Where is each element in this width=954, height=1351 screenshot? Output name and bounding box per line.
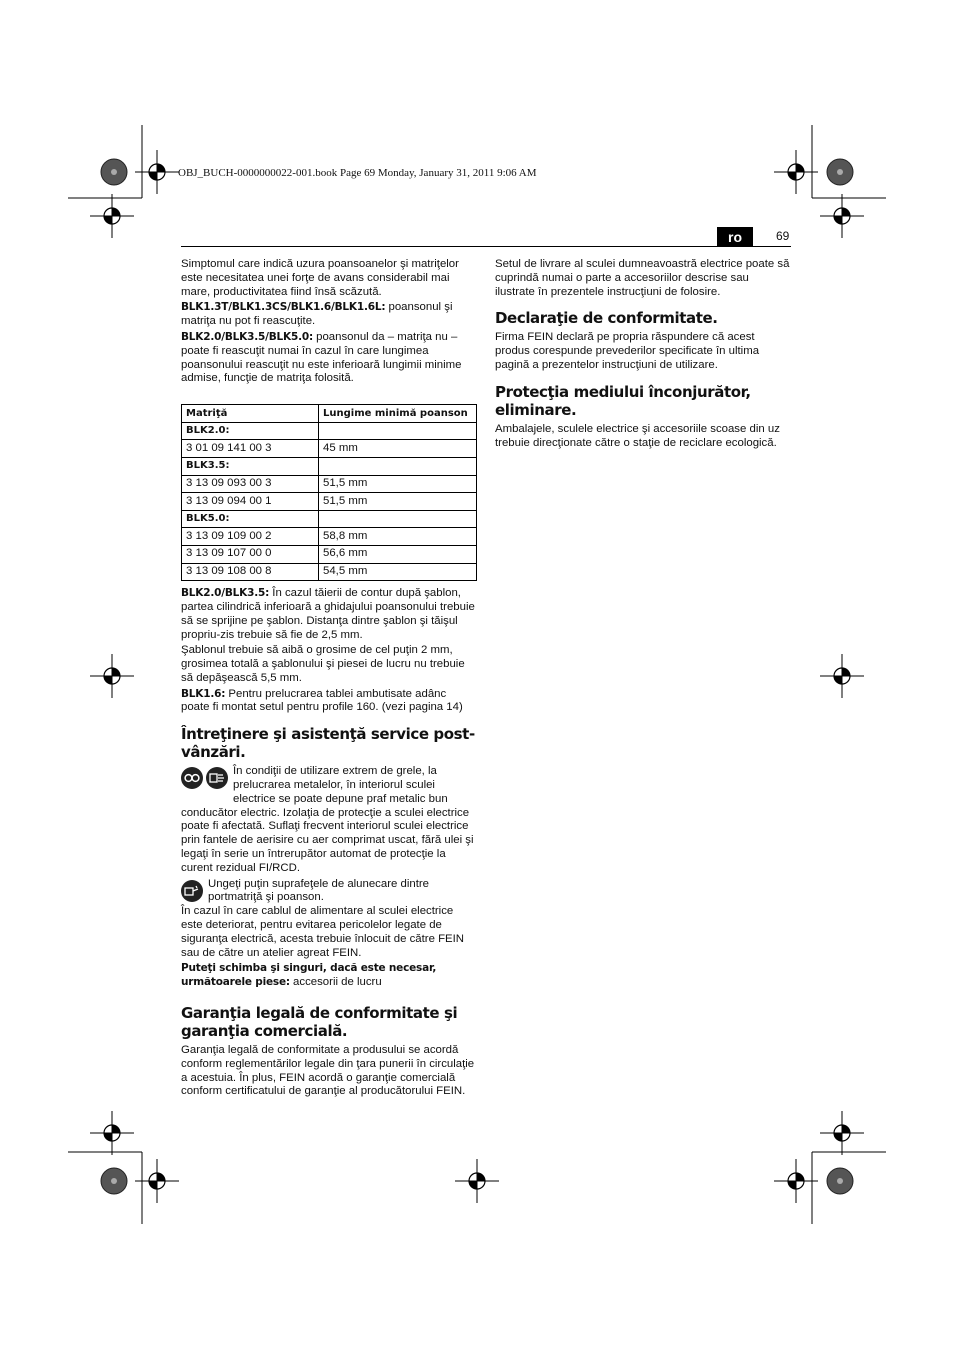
table-row — [182, 440, 477, 458]
paragraph-cable: În cazul în care cablul de alimentare al sculei electrice este deteriorat, pentru evitarea pericolelor legate de siguranţa electrică, acesta trebuie înlocuit de către FEIN sau de către un atelier agreat FEIN. — [181, 905, 465, 959]
paragraph-warranty: Garanţia legală de conformitate a produsului se acordă conform reglementărilor legale din ţara punerii în circulaţie a acestuia. În plus, FEIN acordă o garanţie comercială conform certificatului de garanţie al producătorului FEIN. — [181, 1044, 475, 1098]
lubricate-icon — [181, 880, 203, 902]
table-row — [182, 475, 477, 493]
table-row — [182, 422, 477, 440]
model-label: BLK1.6: — [181, 687, 226, 700]
table-group-cell: BLK5.0: — [182, 510, 319, 528]
paragraph-text: accesorii de lucru — [289, 976, 382, 989]
table-cell: 3 13 09 109 00 2 — [182, 528, 319, 546]
compressed-air-icon — [206, 767, 228, 789]
table-header-cell: Lungime minimă poanson — [319, 405, 477, 423]
paragraph-blk20 — [181, 331, 477, 386]
paragraph-delivery: Setul de livrare al sculei dumneavoastră electrice poate să cuprindă numai o parte a accesoriilor descrise sau ilustrate în prezentele instrucţiuni de folosire. — [495, 258, 790, 298]
table-empty-cell — [319, 510, 477, 528]
paragraph-wear: Simptomul care indică uzura poansoanelor şi matriţelor este necesitatea unei forţe de avans considerabil mai mare, productivitatea fiind însă scăzută. — [181, 258, 459, 298]
paragraph-text: În cazul tăierii de contur după şablon, partea cilindrică inferioară a ghidajului poansonului trebuie să se sprijine pe şablon. Distanţa dintre şablon şi tăişul propriu-zis trebuie să fie de 2,5 mm. — [181, 587, 475, 641]
table-cell: 54,5 mm — [319, 563, 477, 581]
table-row — [182, 528, 477, 546]
table-cell: 51,5 mm — [319, 493, 477, 511]
table-cell: 3 13 09 108 00 8 — [182, 563, 319, 581]
paragraph-template — [181, 587, 477, 642]
paragraph-environment: Ambalajele, sculele electrice şi accesoriile scoase din uz trebuie direcţionate către o staţie de reciclare ecologică. — [495, 422, 780, 449]
heading-declaration: Declaraţie de conformitate. — [495, 309, 718, 328]
paragraph-declaration: Firma FEIN declară pe propria răspundere că acest produs corespunde prevederilor specificate în ultima pagină a prezentelor instrucţiuni de utilizare. — [495, 331, 760, 371]
paragraph-dust: conducător electric. Izolaţia de protecţie a sculei electrice poate fi afectată. Suflaţi frecvent interiorul sculei electrice prin fantele de aerisire cu aer comprimat uscat, fără ulei şi legaţi în serie un întrerupător automat de protecţie la curent rezidual FI/RCD. — [181, 806, 474, 874]
punch-length-table — [181, 404, 477, 581]
table-cell: 3 13 09 094 00 1 — [182, 493, 319, 511]
table-empty-cell — [319, 457, 477, 475]
table-group-cell: BLK2.0: — [182, 422, 319, 440]
table-row — [182, 545, 477, 563]
paragraph-text: poansonul şi matriţa nu pot fi reascuţite. — [181, 301, 453, 328]
language-badge: ro — [717, 227, 753, 247]
table-cell: 51,5 mm — [319, 475, 477, 493]
table-cell: 3 13 09 107 00 0 — [182, 545, 319, 563]
parts-label: Puteţi schimba şi singuri, dacă este necesar, următoarele piese: — [181, 962, 437, 989]
table-row — [182, 493, 477, 511]
model-label: BLK1.3T/BLK1.3CS/BLK1.6/BLK1.6L: — [181, 301, 386, 314]
paragraph-template-thickness: Şablonul trebuie să aibă o grosime de cel puţin 2 mm, grosimea totală a şablonului şi piesei de lucru nu trebuie să depăşească 5,5 mm. — [181, 644, 465, 684]
header-rule — [181, 246, 791, 247]
paragraph-text: Pentru prelucrarea tablei ambutisate adânc poate fi montat setul pentru profile 160. (vezi pagina 14) — [181, 687, 463, 714]
table-row — [182, 457, 477, 475]
table-cell: 3 01 09 141 00 3 — [182, 440, 319, 458]
paragraph-lubricate: Ungeţi puţin suprafeţele de alunecare dintre portmatriţă şi poanson. — [208, 877, 429, 904]
table-cell: 3 13 09 093 00 3 — [182, 475, 319, 493]
paragraph-parts — [181, 962, 477, 990]
table-header-row — [182, 405, 477, 423]
icon-paragraph — [181, 765, 477, 806]
table-row — [182, 563, 477, 581]
paragraph-blk16 — [181, 688, 477, 716]
book-header: OBJ_BUCH-0000000022-001.book Page 69 Monday, January 31, 2011 9:06 AM — [178, 167, 537, 179]
heading-maintenance: Întreţinere şi asistenţă service post-vânzări. — [181, 725, 475, 762]
model-label: BLK2.0/BLK3.5/BLK5.0: — [181, 330, 313, 343]
heading-environment: Protecţia mediului înconjurător, eliminare. — [495, 382, 751, 419]
table-empty-cell — [319, 422, 477, 440]
table-group-cell: BLK3.5: — [182, 457, 319, 475]
table-header-cell: Matriţă — [182, 405, 319, 423]
table-cell: 56,6 mm — [319, 545, 477, 563]
safety-goggles-icon — [181, 767, 203, 789]
right-column — [495, 258, 791, 452]
heading-warranty: Garanţia legală de conformitate şi garanţia comercială. — [181, 1004, 458, 1041]
table-cell: 45 mm — [319, 440, 477, 458]
page-number: 69 — [776, 229, 790, 243]
table-cell: 58,8 mm — [319, 528, 477, 546]
icon-paragraph — [181, 878, 477, 906]
model-label: BLK2.0/BLK3.5: — [181, 587, 270, 600]
paragraph-dust-lead: În condiţii de utilizare extrem de grele, la prelucrarea metalelor, în interiorul sculei electrice se poate depune praf metalic bun — [233, 765, 448, 805]
paragraph-text: poansonul da – matriţa nu – poate fi reascuţit numai în cazul în care lungimea poansonului reascuţit nu este inferioară lungimii minime admise, funcţie de matriţa folosită. — [181, 330, 462, 385]
left-column — [181, 258, 477, 1101]
table-row — [182, 510, 477, 528]
paragraph-blk13 — [181, 301, 477, 329]
